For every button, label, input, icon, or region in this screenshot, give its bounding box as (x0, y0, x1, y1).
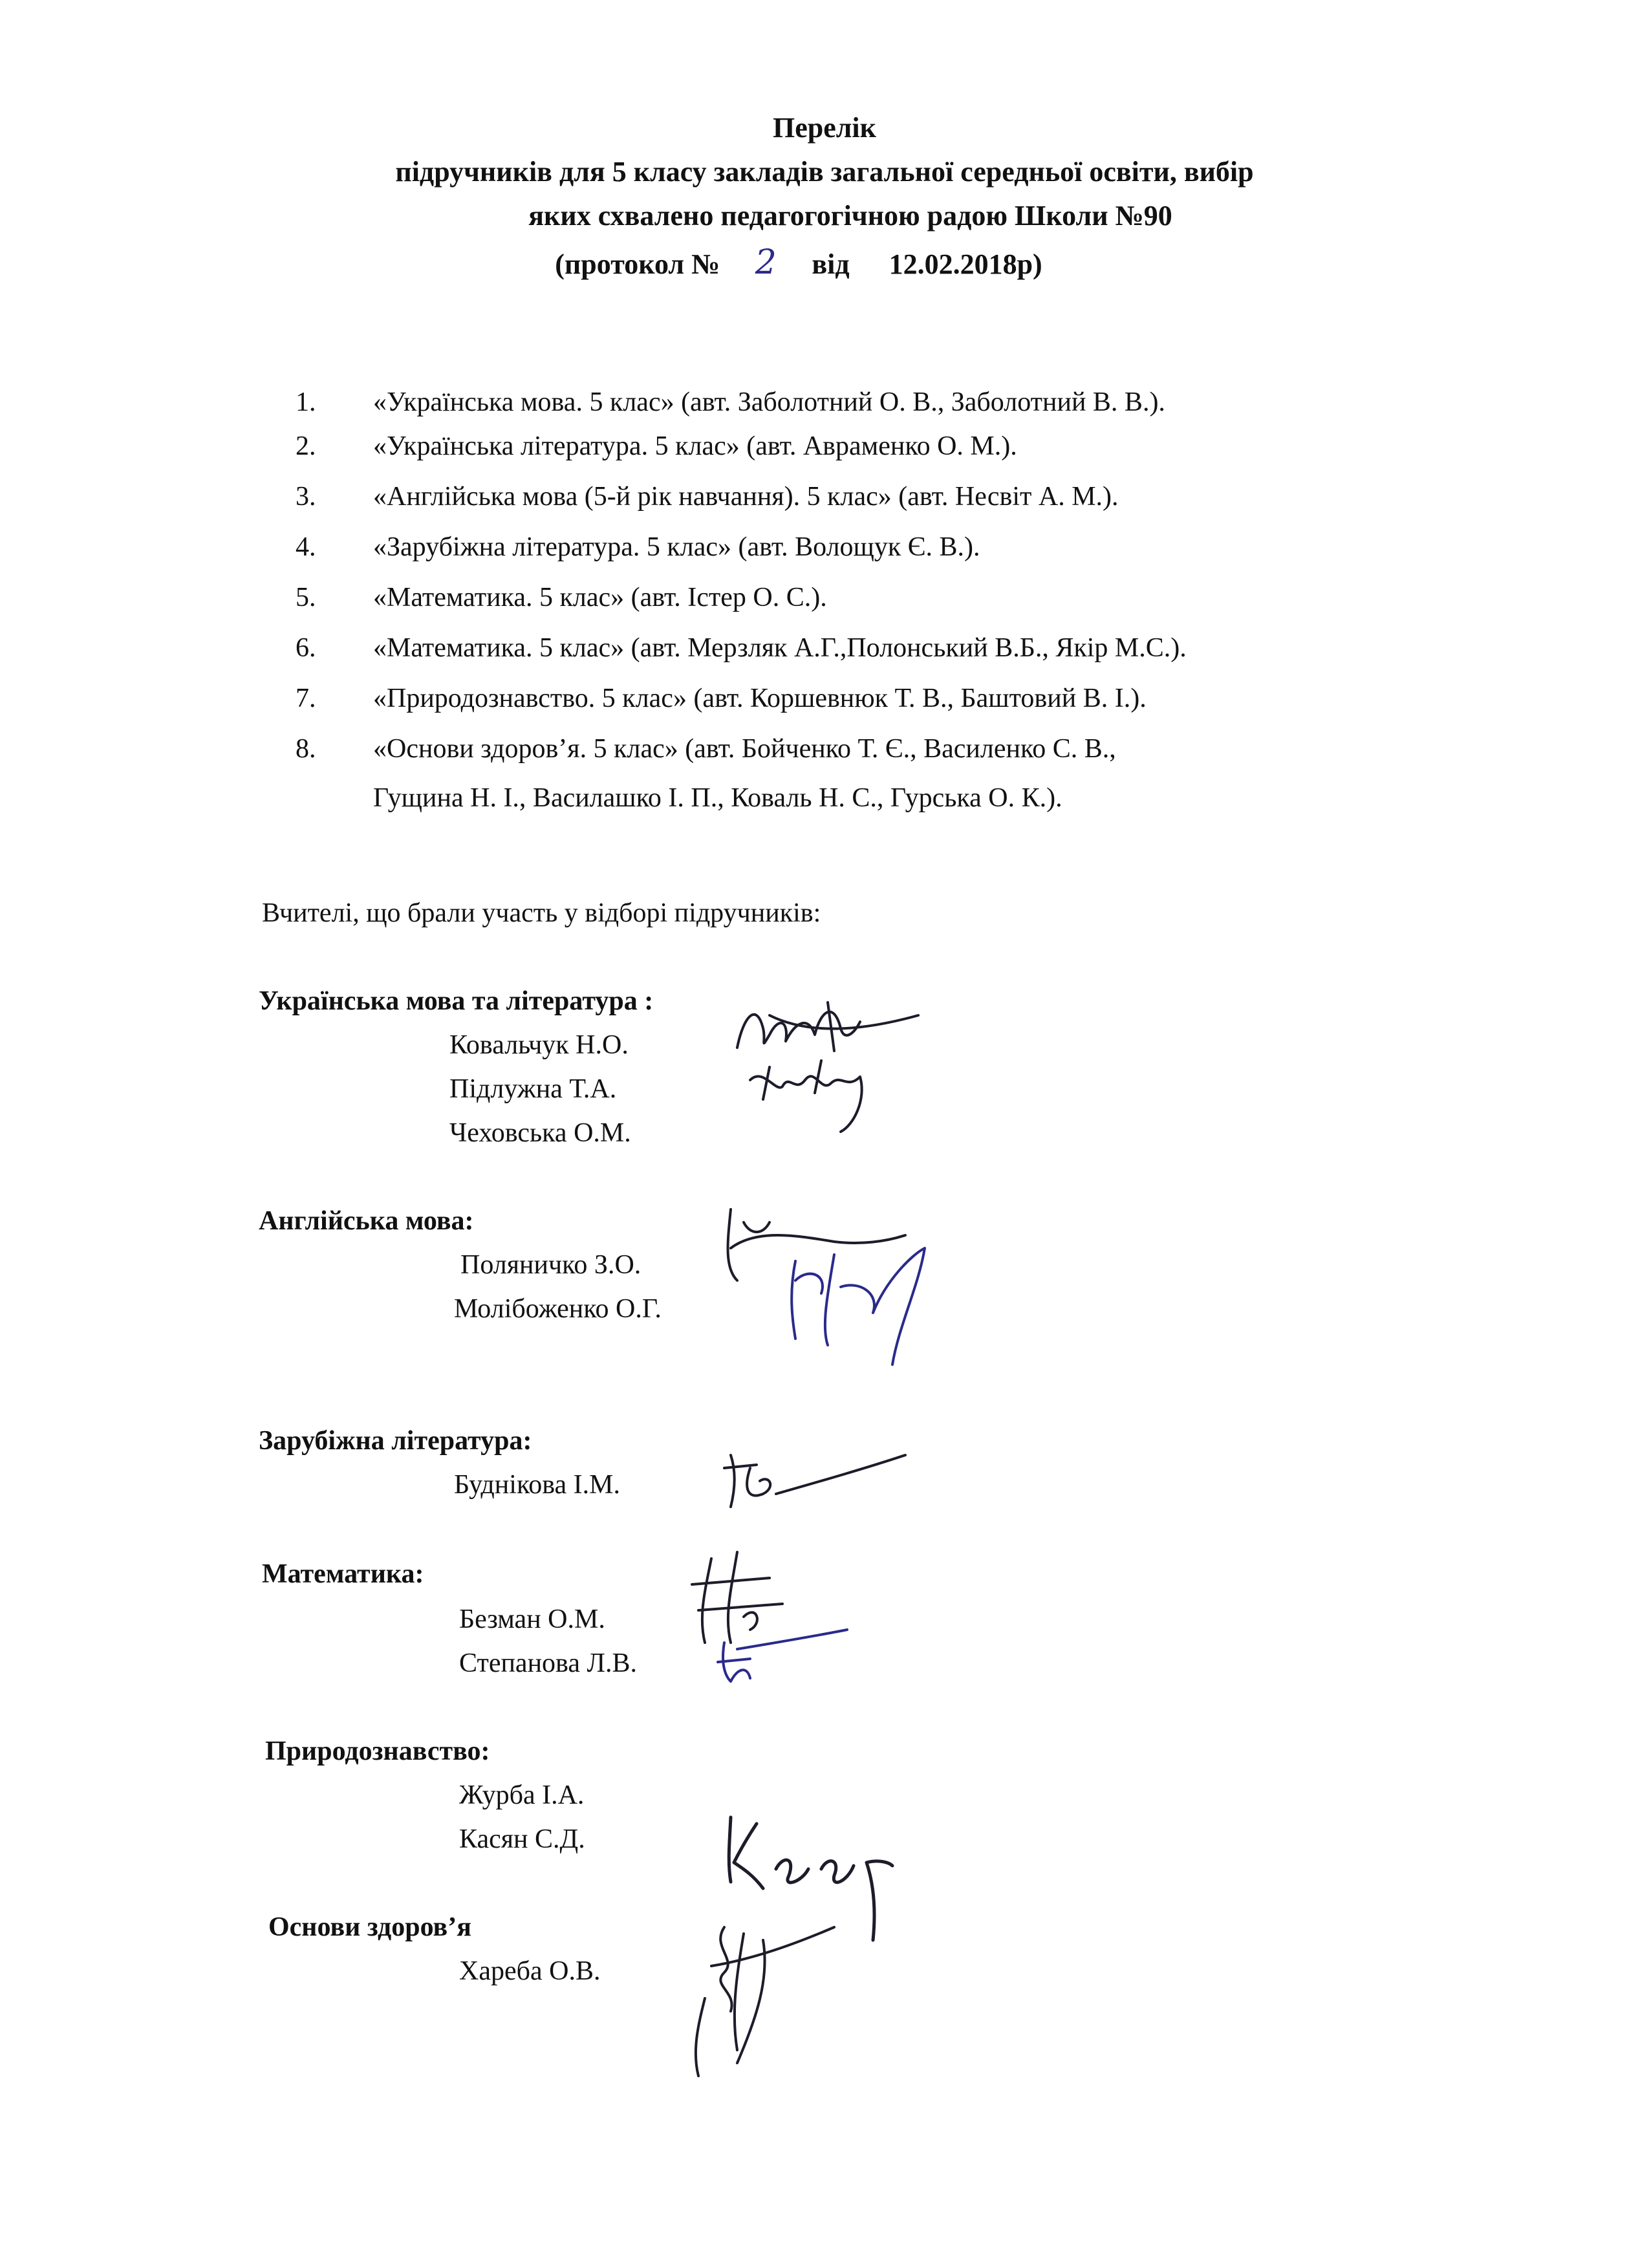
list-item-text: «Природознавство. 5 клас» (авт. Коршевнюк Т. В., Баштовий В. І.). (373, 684, 1147, 713)
document-subtitle-line2: яких схвалено педагогогічною радою Школи №90 (528, 200, 1172, 232)
list-item-text: Гущина Н. І., Василашко І. П., Коваль Н. С., Гурська О. К.). (373, 783, 1062, 813)
teacher-name: Підлужна Т.А. (449, 1074, 617, 1104)
subject-heading: Зарубіжна література: (259, 1426, 532, 1456)
document-title: Перелік (772, 112, 876, 144)
teacher-name: Буднікова І.М. (454, 1470, 620, 1500)
teacher-name: Хареба О.В. (459, 1956, 601, 1986)
teacher-name: Ковальчук Н.О. (449, 1030, 629, 1060)
subject-heading: Українська мова та література : (259, 986, 654, 1016)
list-item-text: «Українська мова. 5 клас» (авт. Заболотний О. В., Заболотний В. В.). (373, 387, 1165, 417)
teacher-name: Журба І.А. (459, 1780, 585, 1810)
protocol-number: 2 (755, 243, 777, 282)
list-item-number: 3. (296, 482, 316, 512)
list-item-number: 2. (296, 431, 316, 461)
protocol-date: 12.02.2018р) (889, 248, 1042, 280)
teacher-name: Касян С.Д. (459, 1824, 585, 1854)
protocol-line (0, 243, 1623, 282)
list-item-text: «Математика. 5 клас» (авт. Істер О. С.). (373, 583, 827, 612)
list-item-number: 7. (296, 684, 316, 713)
document-subtitle-line1: підручників для 5 класу закладів загальної середньої освіти, вибір (395, 156, 1254, 188)
teacher-name: Степанова Л.В. (459, 1648, 637, 1678)
teachers-intro: Вчителі, що брали участь у відборі підручників: (262, 898, 821, 928)
subject-heading: Математика: (262, 1559, 424, 1589)
list-item-number: 6. (296, 633, 316, 663)
subject-heading: Природознавство: (265, 1736, 490, 1766)
protocol-from: від (812, 248, 850, 280)
protocol-prefix: (протокол № (555, 248, 720, 280)
list-item-text: «Зарубіжна література. 5 клас» (авт. Волощук Є. В.). (373, 532, 980, 562)
teacher-name: Поляничко З.О. (460, 1250, 641, 1280)
teacher-name: Молібоженко О.Г. (454, 1294, 662, 1324)
list-item-number: 8. (296, 734, 316, 764)
list-item-text: «Математика. 5 клас» (авт. Мерзляк А.Г.,Полонський В.Б., Якір М.С.). (373, 633, 1187, 663)
subject-heading: Англійська мова: (259, 1206, 474, 1236)
list-item-number: 1. (296, 387, 316, 417)
signature-khareba (673, 1921, 841, 2089)
list-item-text: «Основи здоров’я. 5 клас» (авт. Бойченко Т. Є., Василенко С. В., (373, 734, 1116, 764)
signature-stepanova (711, 1630, 854, 1688)
signature-pidluzhna (744, 1054, 912, 1145)
signature-moliboshenko (782, 1242, 951, 1371)
list-item-text: «Англійська мова (5-й рік навчання). 5 клас» (авт. Несвіт А. М.). (373, 482, 1119, 512)
signature-budnikova (718, 1442, 912, 1513)
teacher-name: Чеховська О.М. (449, 1118, 631, 1148)
list-item-number: 5. (296, 583, 316, 612)
subject-heading: Основи здоров’я (268, 1912, 471, 1942)
list-item-text: «Українська література. 5 клас» (авт. Авраменко О. М.). (373, 431, 1017, 461)
list-item-number: 4. (296, 532, 316, 562)
teacher-name: Безман О.М. (459, 1604, 605, 1634)
